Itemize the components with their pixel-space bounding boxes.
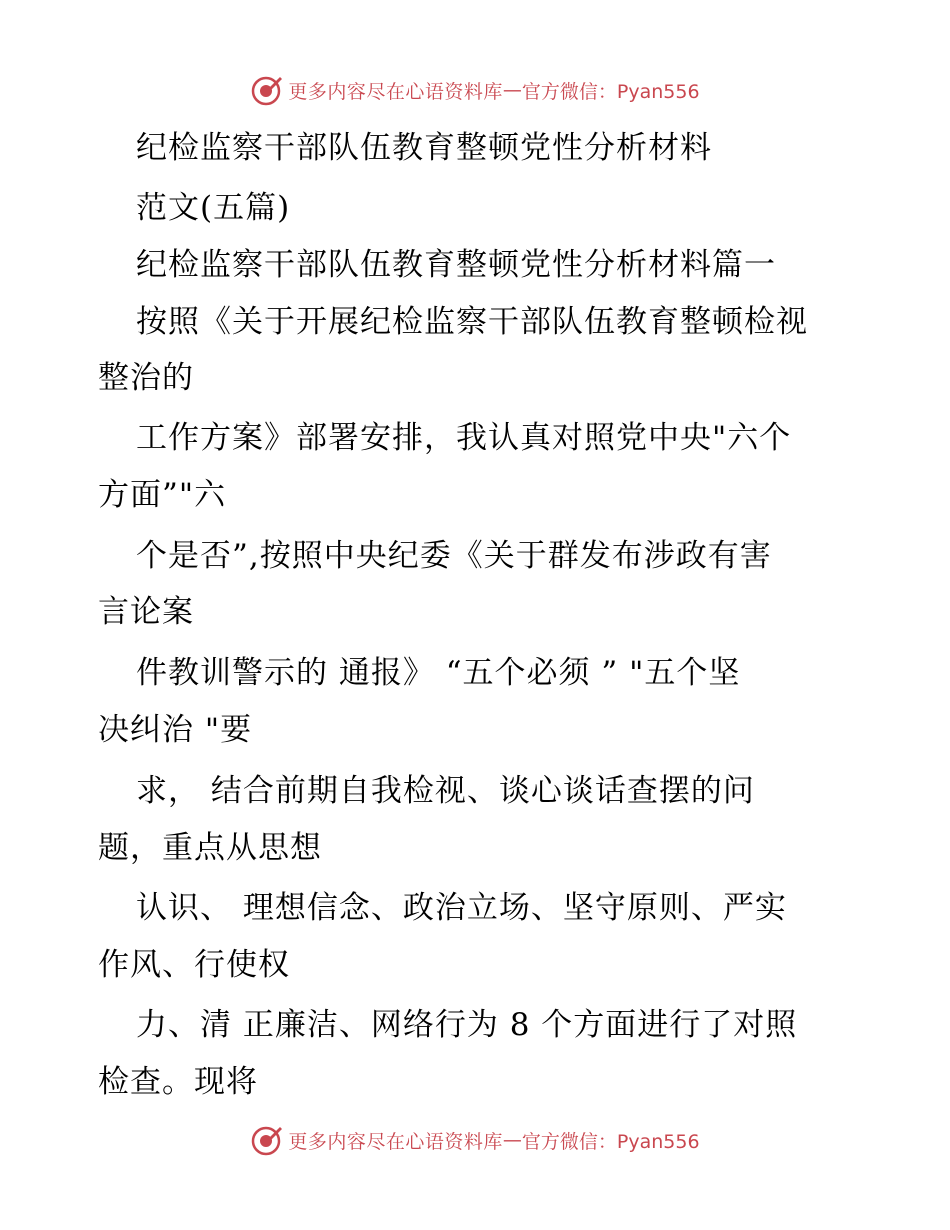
paragraph-line: 言论案 xyxy=(98,594,194,630)
footer-banner-dash: — xyxy=(502,1129,522,1151)
paragraph-line: 决纠治 "要 xyxy=(98,712,253,748)
document-title-line1: 纪检监察干部队伍教育整顿党性分析材料 xyxy=(136,130,712,166)
paragraph-line: 纪检监察干部队伍教育整顿党性分析材料篇一 xyxy=(136,247,776,283)
paragraph-line: 检查。现将 xyxy=(98,1064,258,1100)
paragraph-line: 工作方案》部署安排，我认真对照党中央"六个 xyxy=(136,420,792,456)
paragraph-line: 整治的 xyxy=(98,360,194,396)
paragraph-line: 求， 结合前期自我检视、谈心谈话查摆的问 xyxy=(136,773,755,809)
header-banner-text: 更多内容尽在心语资料库 xyxy=(288,80,503,103)
footer-banner-wechat: 官方微信：Pyan556 xyxy=(521,1130,700,1153)
footer-banner-text: 更多内容尽在心语资料库 xyxy=(288,1130,503,1153)
header-banner-wechat: 官方微信：Pyan556 xyxy=(521,80,700,103)
paragraph-line: 件教训警示的 通报》 “五个必须 ” "五个坚 xyxy=(136,655,741,691)
header-banner xyxy=(0,70,950,110)
document-title-line2: 范文(五篇) xyxy=(136,190,291,226)
header-banner-dash: — xyxy=(502,79,522,101)
paragraph-line: 题，重点从思想 xyxy=(98,830,322,866)
footer-banner xyxy=(0,1120,950,1160)
paragraph-line: 个是否”,按照中央纪委《关于群发布涉政有害 xyxy=(136,538,772,574)
paragraph-line: 按照《关于开展纪检监察干部队伍教育整顿检视 xyxy=(136,304,808,340)
pen-logo-icon xyxy=(250,73,284,107)
paragraph-line: 作风、行使权 xyxy=(98,947,290,983)
pen-logo-icon xyxy=(250,1123,284,1157)
paragraph-line: 方面”"六 xyxy=(98,477,227,513)
paragraph-line: 认识、 理想信念、政治立场、坚守原则、严实 xyxy=(136,890,787,926)
paragraph-line: 力、清 正廉洁、网络行为 8 个方面进行了对照 xyxy=(136,1007,798,1043)
